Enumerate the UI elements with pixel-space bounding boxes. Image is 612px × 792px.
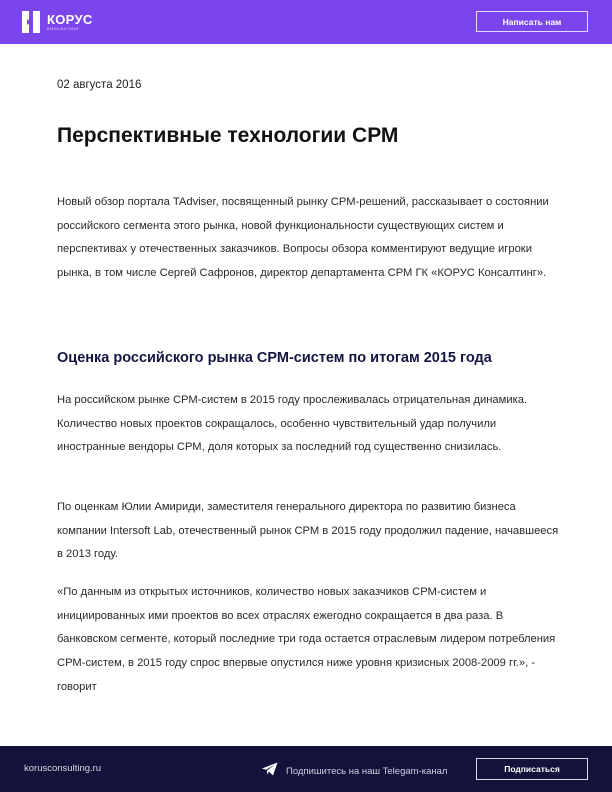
article-paragraph-quote: «По данным из открытых источников, количество новых заказчиков СРМ-систем и инициированных ими проектов во всех отраслях ежегодно сокращается в два раза. В банковском сегменте, который последние три года остается отраслевым лидером потребления СРМ-систем, в 2015 году спрос впервые опустился ниже уровня кризисных 2008-2009 гг.», - говорит (57, 586, 556, 693)
article-paragraph-intro: Новый обзор портала TAdviser, посвященный рынку СРМ-решений, рассказывает о состоянии российского сегмента этого рынка, новой функциональности существующих систем и перспективах у отечественных заказчиков. Вопросы обзора комментируют ведущие игроки рынка, в том числе Сергей Сафронов, директор департамента СРМ ГК «КОРУС Консалтинг». (57, 196, 549, 280)
korus-logo-mark-icon (22, 11, 42, 33)
write-to-us-button[interactable]: Написать нам (476, 11, 588, 32)
article-paragraph-estimate: По оценкам Юлии Амириди, заместителя генерального директора по развитию бизнеса компании Intersoft Lab, отечественный рынок СРМ в 2015 году продолжил падение, начавшееся в 2013 году. (57, 501, 559, 561)
telegram-promo (262, 762, 447, 781)
subscribe-button[interactable]: Подписаться (476, 758, 588, 780)
logo-subtitle: КОНСАЛТИНГ (47, 25, 80, 31)
article-title: Перспективные технологии СРМ (57, 124, 399, 147)
logo-name: КОРУС (47, 11, 93, 27)
korus-logo[interactable] (22, 11, 93, 33)
article-paragraph-market: На российском рынке СРМ-систем в 2015 году прослеживалась отрицательная динамика. Количество новых проектов сокращалось, особенно чувствительный удар получили иностранные вендоры СРМ, доля которых за последний год существенно снизилась. (57, 394, 528, 454)
telegram-subscribe-text: Подпишитесь на наш Telegam-канал (286, 766, 448, 777)
telegram-paper-plane-icon (262, 762, 278, 781)
article-date: 02 августа 2016 (57, 79, 142, 91)
site-header (0, 0, 612, 44)
site-footer (0, 746, 612, 792)
site-link[interactable]: korusconsulting.ru (24, 763, 102, 774)
article-subheading: Оценка российского рынка СРМ-систем по итогам 2015 года (57, 350, 492, 366)
